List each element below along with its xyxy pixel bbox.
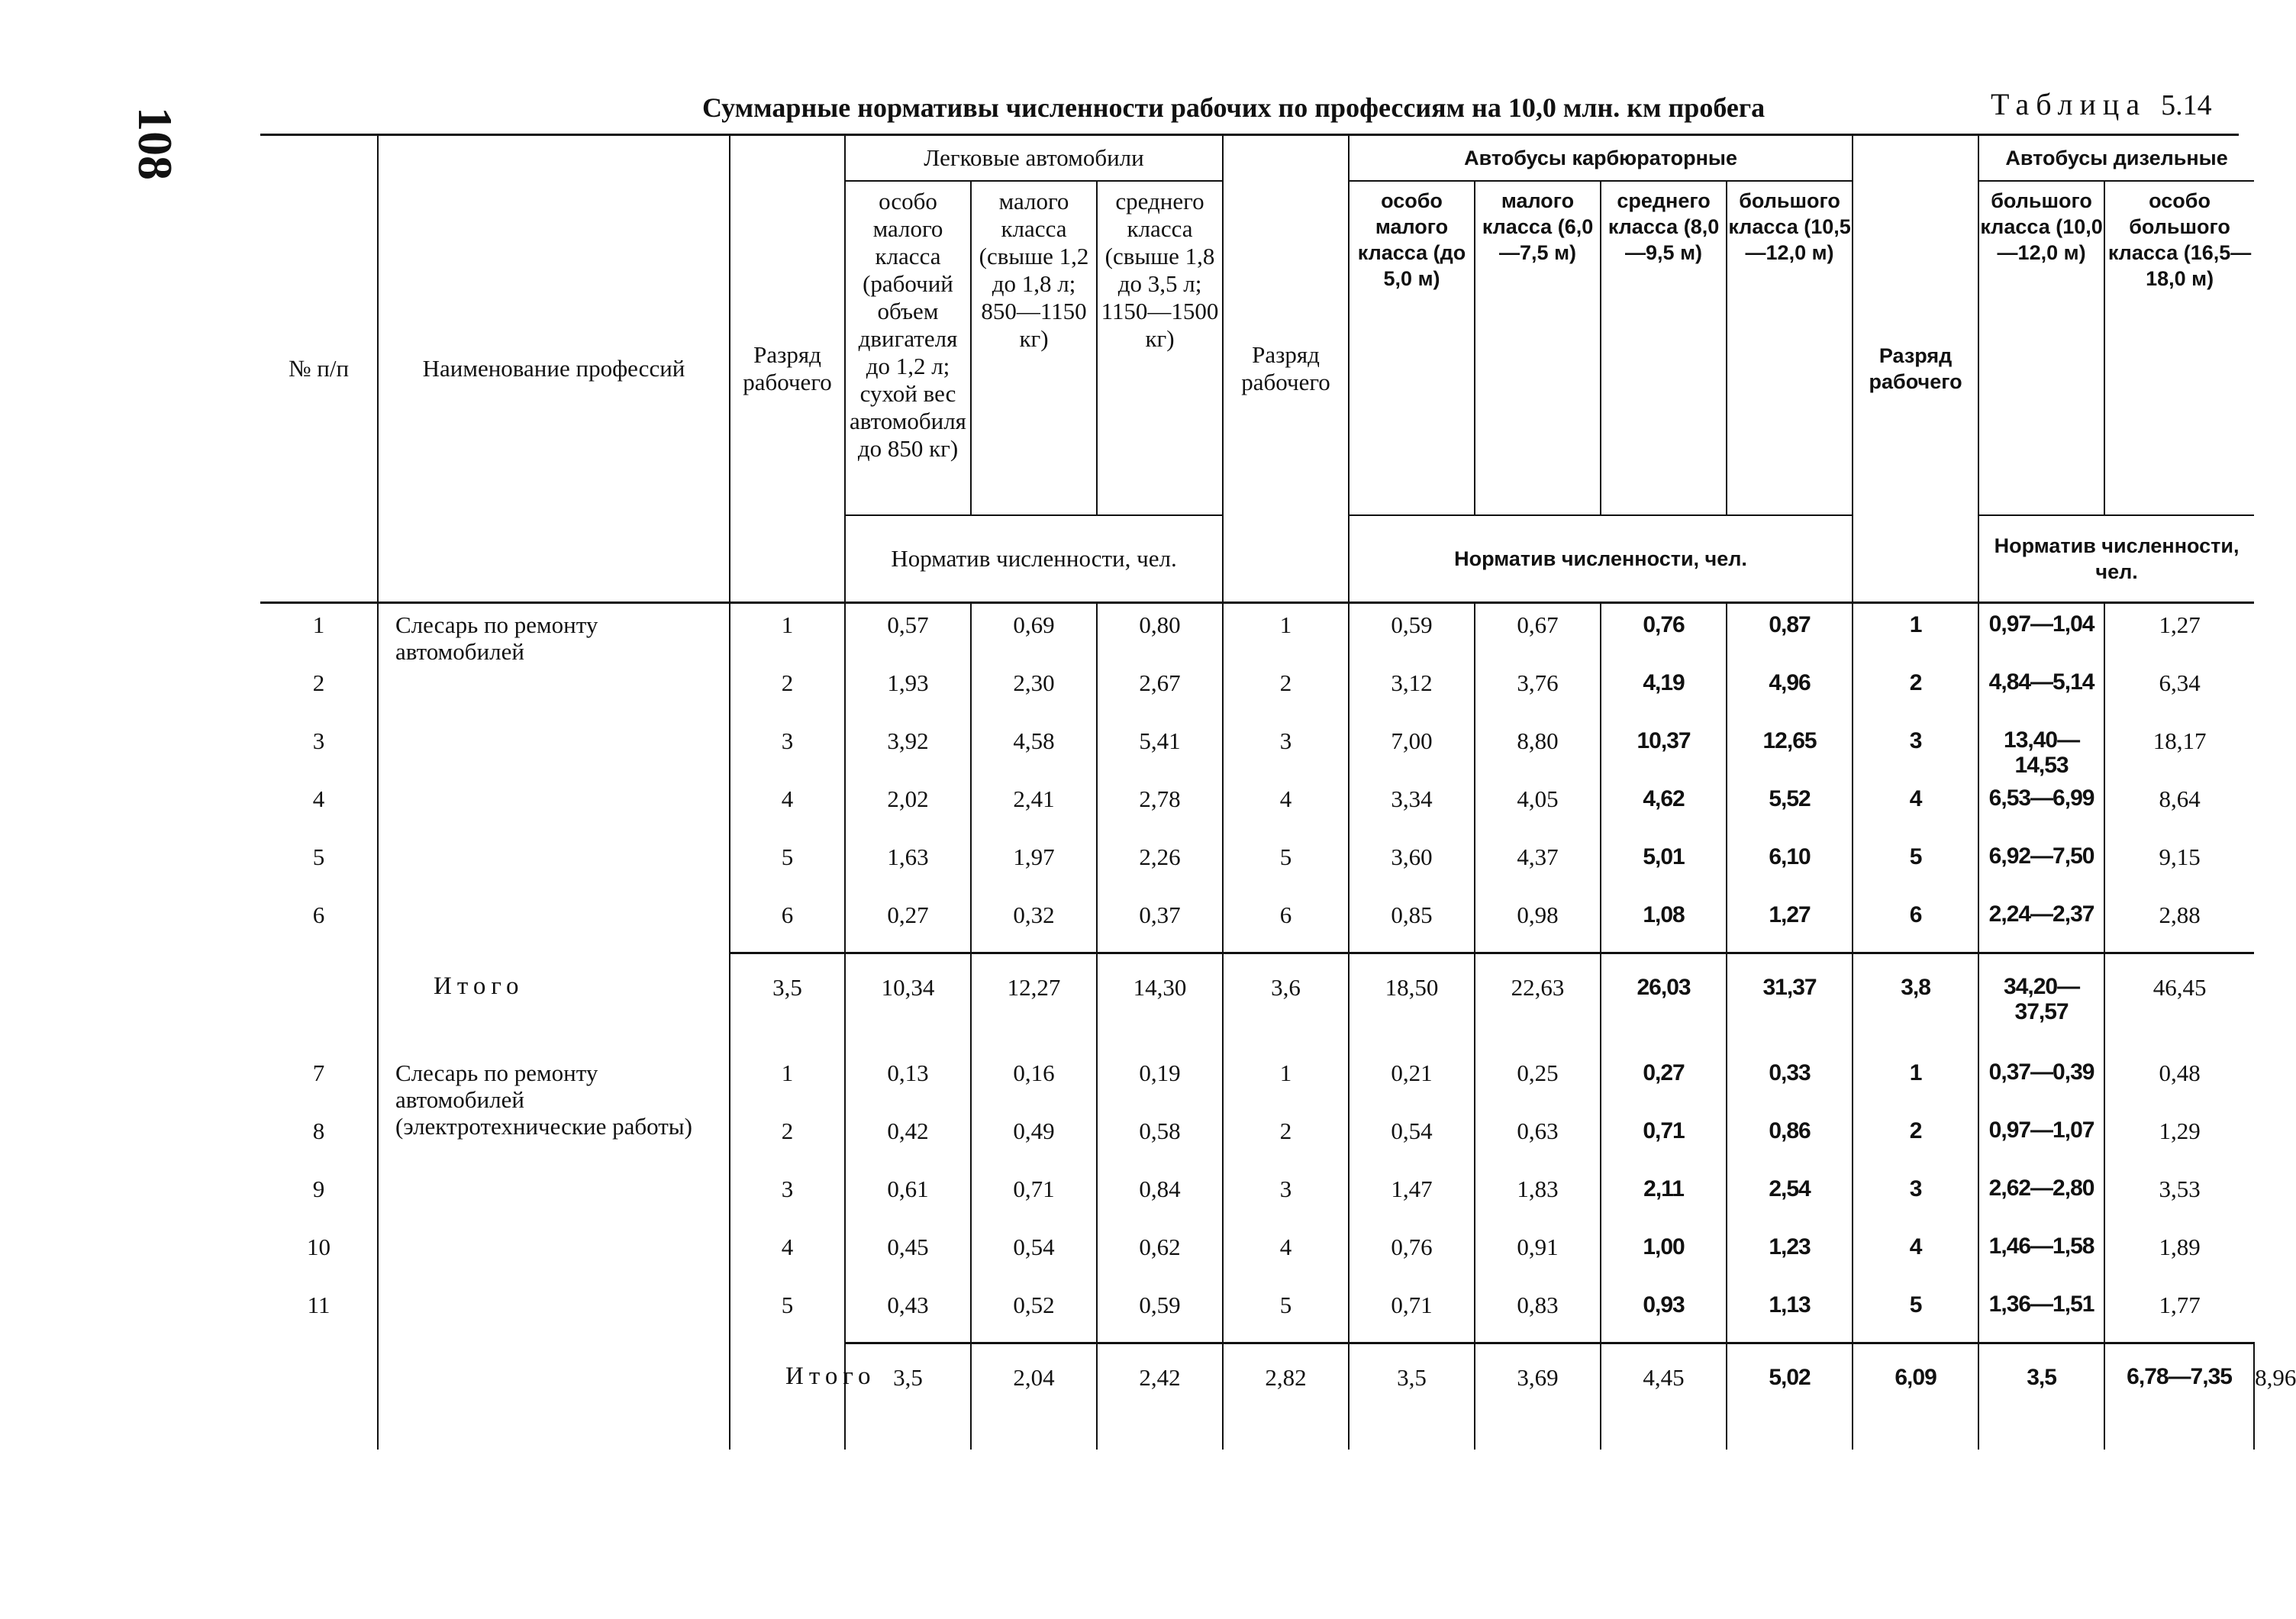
grade-diesel: 4	[1853, 778, 1978, 836]
diesel-bus-value: 3,53	[2104, 1168, 2254, 1226]
car-value: 2,41	[971, 778, 1097, 836]
diesel-bus-value: 2,88	[2104, 894, 2254, 953]
carb-bus-value: 0,54	[1349, 1110, 1475, 1168]
diesel-bus-value: 1,46—1,58	[1978, 1226, 2104, 1284]
row-number: 1	[312, 611, 325, 638]
grade-cars: 2	[730, 1110, 845, 1168]
grade-cars: 4	[730, 1226, 845, 1284]
row-number: 9	[312, 1176, 325, 1202]
carb-bus-value: 0,71	[1601, 1110, 1727, 1168]
diesel-bus-value: 2,62—2,80	[1978, 1168, 2104, 1226]
carb-bus-value: 2,11	[1601, 1168, 1727, 1226]
car-value: 0,42	[845, 1110, 971, 1168]
carb-bus-value: 1,27	[1727, 894, 1853, 953]
grade-cars: 1	[730, 603, 845, 663]
group-header-buses-carb: Автобусы карбюраторные	[1349, 136, 1853, 181]
grade-diesel: 6	[1853, 894, 1978, 953]
car-value: 0,57	[845, 603, 971, 663]
carb-bus-value: 1,00	[1601, 1226, 1727, 1284]
carb-bus-value: 3,69	[1475, 1343, 1601, 1450]
carb-bus-value: 4,19	[1601, 662, 1727, 720]
grade-diesel: 3	[1853, 720, 1978, 778]
diesel-bus-value: 9,15	[2104, 836, 2254, 894]
row-number	[260, 953, 378, 1053]
diesel-bus-value: 18,17	[2104, 720, 2254, 778]
grade-cars: 5	[730, 836, 845, 894]
carb-bus-value: 4,96	[1727, 662, 1853, 720]
car-value: 2,26	[1097, 836, 1223, 894]
norm-label-diesel: Норматив численности, чел.	[1978, 515, 2254, 603]
carb-bus-value: 0,91	[1475, 1226, 1601, 1284]
car-value: 0,80	[1097, 603, 1223, 663]
carb-bus-value: 7,00	[1349, 720, 1475, 778]
carb-bus-value: 5,02	[1727, 1343, 1853, 1450]
diesel-bus-value: 6,92—7,50	[1978, 836, 2104, 894]
total-label: Итого	[378, 953, 730, 1053]
carb-bus-value: 1,47	[1349, 1168, 1475, 1226]
diesel-bus-value: 13,40—14,53	[1978, 720, 2104, 778]
carb-bus-value: 22,63	[1475, 953, 1601, 1053]
carb-bus-value: 10,37	[1601, 720, 1727, 778]
carb-bus-value: 0,71	[1349, 1284, 1475, 1343]
carb-bus-value: 0,27	[1601, 1052, 1727, 1110]
diesel-bus-value: 1,27	[2104, 603, 2254, 663]
norm-label-cars: Норматив численности, чел.	[845, 515, 1223, 603]
diesel-bus-value: 6,34	[2104, 662, 2254, 720]
norm-label-carb: Норматив численности, чел.	[1349, 515, 1853, 603]
grade-diesel: 1	[1853, 1052, 1978, 1110]
grade-carb: 2	[1223, 1110, 1349, 1168]
carb-bus-value: 3,12	[1349, 662, 1475, 720]
carb-bus-value: 3,34	[1349, 778, 1475, 836]
grade-cars: 4	[730, 778, 845, 836]
total-label: Итого	[730, 1343, 845, 1450]
carb-bus-value: 1,13	[1727, 1284, 1853, 1343]
carb-bus-value: 0,83	[1475, 1284, 1601, 1343]
carb-bus-value: 4,62	[1601, 778, 1727, 836]
carb-bus-value: 4,37	[1475, 836, 1601, 894]
carb-bus-value: 0,59	[1349, 603, 1475, 663]
grade-cars: 3	[730, 720, 845, 778]
diesel-bus-value: 0,48	[2104, 1052, 2254, 1110]
grade-carb: 4	[1223, 778, 1349, 836]
carb-bus-value: 0,67	[1475, 603, 1601, 663]
grade-carb: 6	[1223, 894, 1349, 953]
grade-diesel: 2	[1853, 1110, 1978, 1168]
row-number: 11	[307, 1292, 331, 1318]
grade-diesel: 1	[1853, 603, 1978, 663]
carb-bus-value: 26,03	[1601, 953, 1727, 1053]
col-header-num: № п/п	[260, 136, 378, 603]
table-number: 5.14	[2161, 89, 2212, 121]
car-value: 0,16	[971, 1052, 1097, 1110]
diesel-bus-value: 2,24—2,37	[1978, 894, 2104, 953]
row-number	[260, 1343, 378, 1450]
car-value: 1,97	[971, 836, 1097, 894]
diesel-bus-value: 1,77	[2104, 1284, 2254, 1343]
group-header-buses-diesel: Автобусы дизельные	[1978, 136, 2254, 181]
grade-diesel: 3,8	[1853, 953, 1978, 1053]
carb-bus-value: 3,76	[1475, 662, 1601, 720]
carb-bus-value: 0,93	[1601, 1284, 1727, 1343]
carb-bus-value: 18,50	[1349, 953, 1475, 1053]
row-number: 3	[312, 727, 325, 754]
carb-bus-value: 6,09	[1853, 1343, 1978, 1450]
car-value: 0,59	[1097, 1284, 1223, 1343]
car-value: 5,41	[1097, 720, 1223, 778]
car-col-3: среднего класса (свыше 1,8 до 3,5 л; 1150—1500 кг)	[1097, 181, 1223, 515]
carb-bus-value: 0,86	[1727, 1110, 1853, 1168]
diesel-bus-value: 4,84—5,14	[1978, 662, 2104, 720]
car-value: 1,63	[845, 836, 971, 894]
carb-bus-value: 0,76	[1349, 1226, 1475, 1284]
grade-cars: 1	[730, 1052, 845, 1110]
car-value: 0,19	[1097, 1052, 1223, 1110]
grade-cars: 6	[730, 894, 845, 953]
car-value: 2,78	[1097, 778, 1223, 836]
carb-bus-value: 6,10	[1727, 836, 1853, 894]
grade-diesel: 4	[1853, 1226, 1978, 1284]
car-value: 0,69	[971, 603, 1097, 663]
carb-bus-value: 2,54	[1727, 1168, 1853, 1226]
col-header-grade-cars: Разряд рабочего	[730, 136, 845, 603]
car-value: 0,49	[971, 1110, 1097, 1168]
grade-carb: 3,5	[1349, 1343, 1475, 1450]
grade-carb: 5	[1223, 836, 1349, 894]
table-label	[1991, 86, 2212, 122]
grade-carb: 2	[1223, 662, 1349, 720]
carb-bus-value: 31,37	[1727, 953, 1853, 1053]
grade-cars: 3,5	[730, 953, 845, 1053]
car-value: 0,43	[845, 1284, 971, 1343]
grade-carb: 1	[1223, 1052, 1349, 1110]
car-value: 0,61	[845, 1168, 971, 1226]
grade-diesel: 5	[1853, 1284, 1978, 1343]
carb-bus-value: 0,87	[1727, 603, 1853, 663]
grade-diesel: 2	[1853, 662, 1978, 720]
row-number: 8	[312, 1117, 325, 1144]
car-value: 0,52	[971, 1284, 1097, 1343]
carb-bus-value: 0,98	[1475, 894, 1601, 953]
grade-carb: 3	[1223, 1168, 1349, 1226]
carb-bus-value: 0,85	[1349, 894, 1475, 953]
carb-bus-value: 4,45	[1601, 1343, 1727, 1450]
diesel-bus-value: 6,53—6,99	[1978, 778, 2104, 836]
car-value: 2,42	[1097, 1343, 1223, 1450]
carb-bus-value: 0,21	[1349, 1052, 1475, 1110]
row-number: 5	[312, 843, 325, 870]
grade-cars: 3	[730, 1168, 845, 1226]
grade-diesel: 3	[1853, 1168, 1978, 1226]
carb-bus-value: 8,80	[1475, 720, 1601, 778]
carb-col-2: малого класса (6,0—7,5 м)	[1475, 181, 1601, 515]
car-value: 2,02	[845, 778, 971, 836]
car-value: 0,62	[1097, 1226, 1223, 1284]
row-number: 10	[307, 1234, 331, 1260]
diesel-bus-value: 46,45	[2104, 953, 2254, 1053]
carb-bus-value: 1,83	[1475, 1168, 1601, 1226]
diesel-bus-value: 0,97—1,07	[1978, 1110, 2104, 1168]
carb-col-3: среднего класса (8,0—9,5 м)	[1601, 181, 1727, 515]
car-value: 3,92	[845, 720, 971, 778]
diesel-col-2: особо большого класса (16,5—18,0 м)	[2104, 181, 2254, 515]
grade-carb: 4	[1223, 1226, 1349, 1284]
profession-name: Слесарь по ремонту автомобилей	[378, 603, 730, 953]
row-number: 4	[312, 785, 325, 812]
car-value: 0,58	[1097, 1110, 1223, 1168]
profession-name: Слесарь по ремонту автомобилей (электротехнические работы)	[378, 1052, 730, 1450]
carb-col-1: особо малого класса (до 5,0 м)	[1349, 181, 1475, 515]
row-number: 6	[312, 901, 325, 928]
carb-bus-value: 12,65	[1727, 720, 1853, 778]
table-row	[260, 1052, 2254, 1110]
car-value: 0,32	[971, 894, 1097, 953]
car-value: 10,34	[845, 953, 971, 1053]
car-value: 2,30	[971, 662, 1097, 720]
car-col-1: особо малого класса (рабочий объем двигателя до 1,2 л; сухой вес автомобиля до 850 кг)	[845, 181, 971, 515]
col-header-grade-diesel: Разряд рабочего	[1853, 136, 1978, 603]
col-header-profession: Наименование профессий	[378, 136, 730, 603]
diesel-col-1: большого класса (10,0—12,0 м)	[1978, 181, 2104, 515]
carb-bus-value: 0,25	[1475, 1052, 1601, 1110]
grade-carb: 3	[1223, 720, 1349, 778]
diesel-bus-value: 8,64	[2104, 778, 2254, 836]
grade-cars: 5	[730, 1284, 845, 1343]
row-number: 7	[312, 1059, 325, 1086]
grade-carb: 3,6	[1223, 953, 1349, 1053]
carb-bus-value: 1,23	[1727, 1226, 1853, 1284]
grade-diesel: 5	[1853, 836, 1978, 894]
total-row: Итого 3,5 2,04 2,42 2,82 3,5 3,69 4,45 5,02 6,09 3,5 6,78—7,35 8,96	[260, 1343, 2254, 1450]
diesel-bus-value: 1,36—1,51	[1978, 1284, 2104, 1343]
car-value: 4,58	[971, 720, 1097, 778]
car-value: 2,67	[1097, 662, 1223, 720]
car-col-2: малого класса (свыше 1,2 до 1,8 л; 850—1150 кг)	[971, 181, 1097, 515]
col-header-grade-carb: Разряд рабочего	[1223, 136, 1349, 603]
table-word: Таблица	[1991, 87, 2147, 121]
carb-bus-value: 0,63	[1475, 1110, 1601, 1168]
norms-table	[260, 136, 2296, 1450]
carb-bus-value: 5,52	[1727, 778, 1853, 836]
grade-cars: 2	[730, 662, 845, 720]
carb-col-4: большого класса (10,5—12,0 м)	[1727, 181, 1853, 515]
car-value: 2,04	[971, 1343, 1097, 1450]
car-value: 0,37	[1097, 894, 1223, 953]
carb-bus-value: 4,05	[1475, 778, 1601, 836]
row-number: 2	[312, 669, 325, 696]
table-title: Суммарные нормативы численности рабочих по профессиям на 10,0 млн. км пробега	[702, 92, 1766, 123]
grade-carb: 1	[1223, 603, 1349, 663]
grade-carb: 5	[1223, 1284, 1349, 1343]
diesel-bus-value: 34,20—37,57	[1978, 953, 2104, 1053]
table-row	[260, 603, 2254, 663]
car-value: 0,13	[845, 1052, 971, 1110]
diesel-bus-value: 0,37—0,39	[1978, 1052, 2104, 1110]
page-number: 108	[128, 107, 182, 180]
carb-bus-value: 0,76	[1601, 603, 1727, 663]
diesel-bus-value: 1,89	[2104, 1226, 2254, 1284]
carb-bus-value: 3,60	[1349, 836, 1475, 894]
car-value: 14,30	[1097, 953, 1223, 1053]
car-value: 0,54	[971, 1226, 1097, 1284]
carb-bus-value: 0,33	[1727, 1052, 1853, 1110]
car-value: 0,84	[1097, 1168, 1223, 1226]
car-value: 0,27	[845, 894, 971, 953]
car-value: 0,71	[971, 1168, 1097, 1226]
car-value: 0,45	[845, 1226, 971, 1284]
car-value: 12,27	[971, 953, 1097, 1053]
carb-bus-value: 1,08	[1601, 894, 1727, 953]
car-value: 1,93	[845, 662, 971, 720]
grade-cars: 3,5	[845, 1343, 971, 1450]
carb-bus-value: 5,01	[1601, 836, 1727, 894]
diesel-bus-value: 0,97—1,04	[1978, 603, 2104, 663]
diesel-bus-value: 1,29	[2104, 1110, 2254, 1168]
car-value: 2,82	[1223, 1343, 1349, 1450]
grade-diesel: 3,5	[1978, 1343, 2104, 1450]
diesel-bus-value: 6,78—7,35	[2104, 1343, 2254, 1450]
group-header-cars: Легковые автомобили	[845, 136, 1223, 181]
total-row	[260, 953, 2254, 1053]
